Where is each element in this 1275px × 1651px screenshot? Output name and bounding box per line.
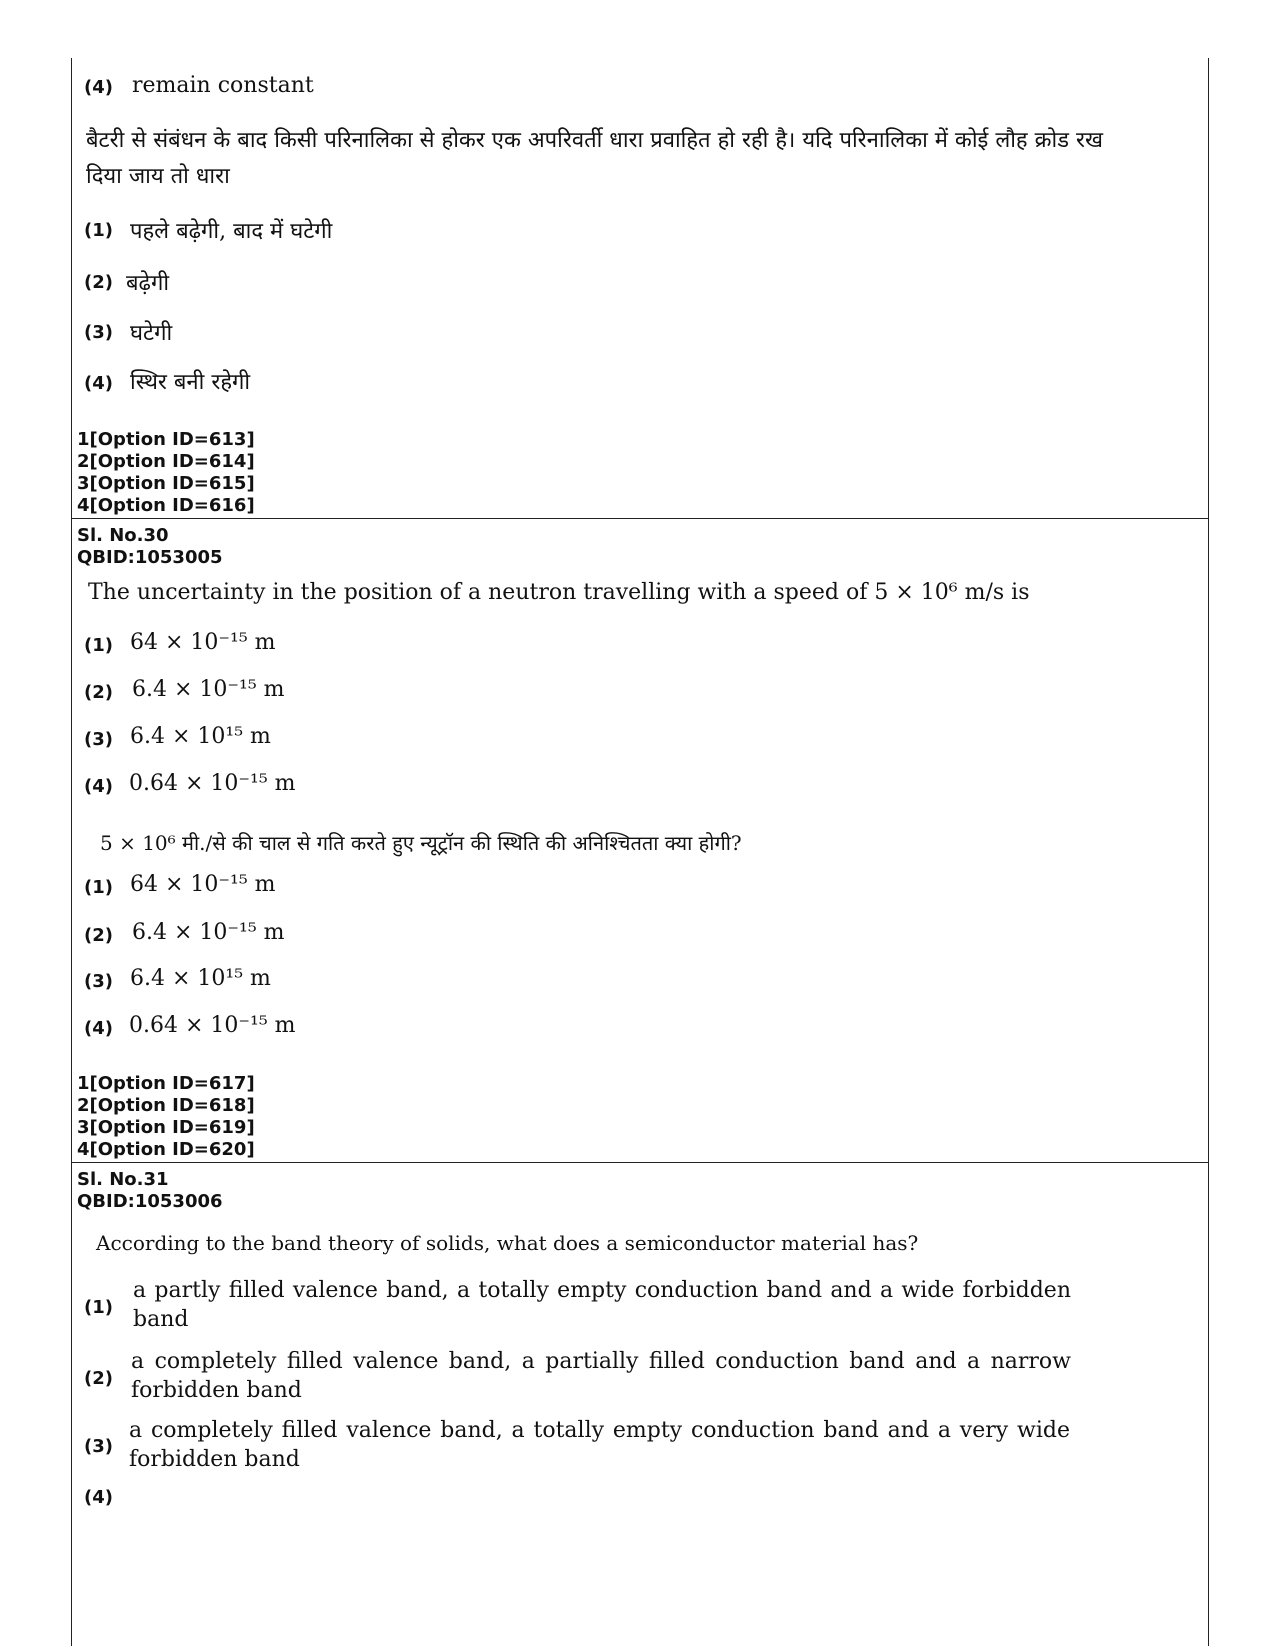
option-ids [77, 1073, 255, 1161]
option-number: (1) [84, 877, 113, 898]
option-text: 0.64 × 10⁻¹⁵ m [129, 771, 296, 796]
option-text: a completely filled valence band, a totally empty conduction band and a very wide forbidden band [129, 1418, 1070, 1472]
section-divider [71, 1162, 1209, 1163]
option-text: 6.4 × 10¹⁵ m [130, 724, 271, 749]
option-number: (1) [84, 1297, 113, 1318]
option-number: (2) [84, 925, 113, 946]
question-text: The uncertainty in the position of a neutron travelling with a speed of 5 × 10⁶ m/s is [88, 580, 1030, 605]
option-number: (1) [84, 635, 113, 656]
option-text: पहले बढ़ेगी, बाद में घटेगी [130, 219, 333, 244]
option-id: 2[Option ID=618] [77, 1095, 255, 1116]
option-text: बढ़ेगी [126, 271, 170, 296]
option-number: (4) [84, 1487, 113, 1508]
qbid: QBID:1053005 [77, 547, 223, 568]
option-id: 2[Option ID=614] [77, 451, 255, 472]
option-id: 1[Option ID=613] [77, 429, 255, 450]
option-number: (3) [84, 729, 113, 750]
option-text: a partly filled valence band, a totally empty conduction band and a wide forbidden band [133, 1278, 1071, 1332]
serial-number: Sl. No.30 [77, 525, 169, 546]
option-id: 3[Option ID=615] [77, 473, 255, 494]
option-text: remain constant [132, 73, 314, 98]
question-text: According to the band theory of solids, what does a semiconductor material has? [96, 1231, 919, 1255]
option-id: 4[Option ID=616] [77, 495, 255, 516]
option-id: 3[Option ID=619] [77, 1117, 255, 1138]
option-text: 6.4 × 10¹⁵ m [130, 966, 271, 991]
option-text: 6.4 × 10⁻¹⁵ m [132, 677, 285, 702]
option-number: (2) [84, 272, 113, 293]
option-text: 0.64 × 10⁻¹⁵ m [129, 1013, 296, 1038]
option-number: (1) [84, 220, 113, 241]
option-text: घटेगी [130, 321, 173, 346]
question-text-hindi: 5 × 10⁶ मी./से की चाल से गति करते हुए न्यूट्रॉन की स्थिति की अनिश्चितता क्या होगी? [100, 831, 742, 855]
question-header [77, 1169, 223, 1213]
option-ids [77, 429, 255, 517]
option-id: 1[Option ID=617] [77, 1073, 255, 1094]
option-number: (2) [84, 1368, 113, 1389]
option-number: (3) [84, 1436, 113, 1457]
option-number: (2) [84, 682, 113, 703]
option-number: (3) [84, 971, 113, 992]
option-text: 6.4 × 10⁻¹⁵ m [132, 920, 285, 945]
question-header [77, 525, 223, 569]
option-text: स्थिर बनी रहेगी [130, 370, 251, 395]
question-hindi-line2: दिया जाय तो धारा [86, 164, 230, 189]
option-number: (4) [84, 776, 113, 797]
option-text: 64 × 10⁻¹⁵ m [130, 630, 276, 655]
qbid: QBID:1053006 [77, 1191, 223, 1212]
option-number: (3) [84, 322, 113, 343]
serial-number: Sl. No.31 [77, 1169, 169, 1190]
option-text: 64 × 10⁻¹⁵ m [130, 872, 276, 897]
section-divider [71, 518, 1209, 519]
option-number: (4) [84, 1018, 113, 1039]
option-number: (4) [84, 373, 113, 394]
question-hindi-line1: बैटरी से संबंधन के बाद किसी परिनालिका से होकर एक अपरिवर्ती धारा प्रवाहित हो रही है। यदि परिनालिका में कोई लौह क्रोड रख [86, 128, 1103, 153]
option-text: a completely filled valence band, a partially filled conduction band and a narrow forbidden band [131, 1349, 1071, 1403]
option-number: (4) [84, 77, 113, 98]
option-id: 4[Option ID=620] [77, 1139, 255, 1160]
